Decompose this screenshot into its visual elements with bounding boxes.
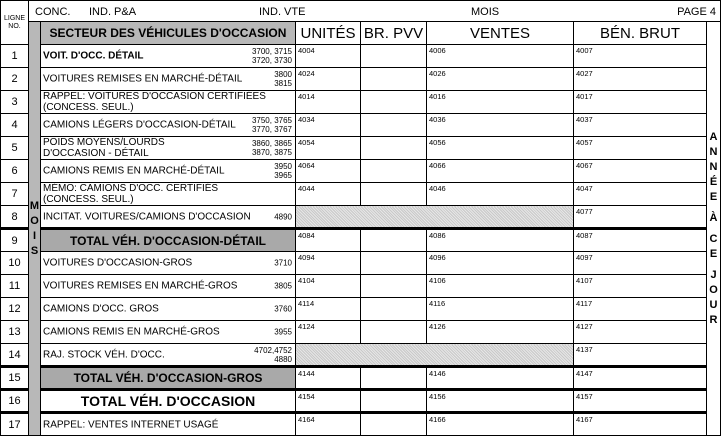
- ben-brut-code: 4167: [576, 415, 593, 424]
- ventes-code: 4056: [429, 138, 446, 147]
- annee-letter: U: [709, 298, 718, 311]
- line-number: 5: [1, 137, 29, 160]
- unites-cell[interactable]: [296, 275, 361, 298]
- ventes-cell[interactable]: [427, 114, 574, 137]
- table-row: [1, 91, 721, 114]
- unites-code: 4024: [298, 69, 315, 78]
- ventes-code: 4006: [429, 46, 446, 55]
- table-row: [1, 114, 721, 137]
- ind-pa-label: IND. P&A: [89, 6, 137, 18]
- unites-code: 4014: [298, 92, 315, 101]
- page-label: PAGE 4: [677, 6, 717, 18]
- col-unites: UNITÉS: [296, 22, 361, 45]
- row-description: [41, 160, 296, 183]
- table-row: [1, 390, 721, 413]
- ventes-code: 4126: [429, 322, 446, 331]
- unites-cell[interactable]: [296, 390, 361, 413]
- ben-brut-code: 4137: [576, 345, 593, 354]
- ventes-code: 4096: [429, 253, 446, 262]
- shaded-cell: [296, 206, 574, 229]
- unites-code: 4094: [298, 253, 315, 262]
- row-description: TOTAL VÉH. D'OCCASION-DÉTAIL: [41, 229, 296, 252]
- ventes-cell[interactable]: [427, 275, 574, 298]
- ventes-code: 4086: [429, 231, 446, 240]
- row-label: RAPPEL: VOITURES D'OCCASION CERTIFIÉES (CONCESS. SEUL.): [43, 91, 266, 113]
- account-codes: 4890: [274, 212, 292, 221]
- row-description: [41, 252, 296, 275]
- annee-letter: C: [709, 232, 718, 245]
- line-number: 12: [1, 298, 29, 321]
- ventes-code: 4026: [429, 69, 446, 78]
- unites-code: 4124: [298, 322, 315, 331]
- br-pvv-cell[interactable]: [361, 275, 427, 298]
- ben-brut-code: 4097: [576, 253, 593, 262]
- ben-brut-code: 4037: [576, 115, 593, 124]
- row-description: [41, 91, 296, 114]
- table-row: [1, 45, 721, 68]
- row-label: CAMIONS D'OCC. GROS: [43, 303, 159, 315]
- ventes-code: 4146: [429, 369, 446, 378]
- unites-cell[interactable]: [296, 68, 361, 91]
- br-pvv-cell[interactable]: [361, 114, 427, 137]
- unites-cell[interactable]: [296, 91, 361, 114]
- br-pvv-cell[interactable]: [361, 390, 427, 413]
- ventes-cell[interactable]: [427, 229, 574, 252]
- mois-letter: M: [29, 199, 40, 212]
- row-label: CAMIONS REMIS EN MARCHÉ-GROS: [43, 326, 220, 338]
- ben-brut-code: 4087: [576, 231, 593, 240]
- br-pvv-cell[interactable]: [361, 252, 427, 275]
- table-row: [1, 298, 721, 321]
- row-description: [41, 137, 296, 160]
- row-description: [41, 68, 296, 91]
- unites-code: 4164: [298, 415, 315, 424]
- unites-cell[interactable]: [296, 45, 361, 68]
- table-row: [1, 183, 721, 206]
- line-number: 16: [1, 390, 29, 413]
- unites-cell[interactable]: [296, 160, 361, 183]
- ben-brut-cell[interactable]: [574, 275, 707, 298]
- ben-brut-cell[interactable]: [574, 206, 707, 229]
- ventes-cell[interactable]: [427, 160, 574, 183]
- annee-letter: E: [709, 247, 718, 260]
- table-row: [1, 137, 721, 160]
- ventes-cell[interactable]: [427, 91, 574, 114]
- br-pvv-cell[interactable]: [361, 229, 427, 252]
- br-pvv-cell[interactable]: [361, 45, 427, 68]
- line-number: 6: [1, 160, 29, 183]
- table-row: [1, 68, 721, 91]
- ventes-cell[interactable]: [427, 45, 574, 68]
- ben-brut-cell[interactable]: [574, 252, 707, 275]
- ben-brut-cell[interactable]: [574, 68, 707, 91]
- br-pvv-cell[interactable]: [361, 183, 427, 206]
- unites-code: 4104: [298, 276, 315, 285]
- account-codes: 3800 3815: [274, 70, 292, 88]
- mois-letter: I: [32, 229, 37, 242]
- row-description: [41, 275, 296, 298]
- annee-letter: R: [709, 313, 718, 326]
- ventes-code: 4016: [429, 92, 446, 101]
- table-row: [1, 160, 721, 183]
- unites-cell[interactable]: [296, 413, 361, 436]
- top-bar: [29, 1, 721, 22]
- ventes-code: 4106: [429, 276, 446, 285]
- account-codes: 3955: [274, 327, 292, 337]
- row-label: CAMIONS LÉGERS D'OCCASION-DÉTAIL: [43, 119, 236, 131]
- ventes-cell[interactable]: [427, 183, 574, 206]
- account-codes: 4702,4752 4880: [254, 345, 292, 364]
- line-number: 10: [1, 252, 29, 275]
- ligne-no-header: [1, 1, 29, 45]
- ben-brut-cell[interactable]: [574, 91, 707, 114]
- ventes-cell[interactable]: [427, 137, 574, 160]
- ben-brut-cell[interactable]: [574, 45, 707, 68]
- account-codes: 3860, 3865 3870, 3875: [251, 139, 292, 157]
- col-ventes: VENTES: [427, 22, 574, 45]
- ventes-cell[interactable]: [427, 68, 574, 91]
- row-description: [41, 114, 296, 137]
- row-description: [41, 45, 296, 68]
- br-pvv-cell[interactable]: [361, 68, 427, 91]
- ventes-cell[interactable]: [427, 321, 574, 344]
- ventes-code: 4166: [429, 415, 446, 424]
- account-codes: 3710: [274, 258, 292, 268]
- row-label: VOITURES REMISES EN MARCHÉ-DÉTAIL: [43, 73, 243, 85]
- ben-brut-cell[interactable]: [574, 160, 707, 183]
- row-label: RAPPEL: VENTES INTERNET USAGÉ: [43, 419, 219, 430]
- ben-brut-cell[interactable]: [574, 298, 707, 321]
- line-number: 17: [1, 413, 29, 436]
- table-row: [1, 252, 721, 275]
- mois-label: MOIS: [471, 6, 500, 18]
- account-codes: 3700, 3715 3720, 3730: [251, 47, 292, 65]
- row-description: [41, 206, 296, 229]
- unites-code: 4064: [298, 161, 315, 170]
- row-label: POIDS MOYENS/LOURDS D'OCCASION - DÉTAIL: [43, 137, 165, 159]
- unites-cell[interactable]: [296, 137, 361, 160]
- ben-brut-cell[interactable]: [574, 413, 707, 436]
- mois-letter: O: [30, 214, 39, 227]
- ligne-label: LIGNE: [3, 14, 25, 22]
- annee-letter: N: [709, 145, 718, 158]
- row-label: CAMIONS REMIS EN MARCHÉ-DÉTAIL: [43, 165, 225, 177]
- row-description: [41, 298, 296, 321]
- ventes-cell[interactable]: [427, 252, 574, 275]
- unites-code: 4054: [298, 138, 315, 147]
- account-codes: 3950 3965: [274, 162, 292, 180]
- ben-brut-code: 4107: [576, 276, 593, 285]
- ben-brut-cell[interactable]: [574, 229, 707, 252]
- mois-letter: S: [30, 244, 39, 257]
- ben-brut-code: 4047: [576, 184, 593, 193]
- unites-cell[interactable]: [296, 298, 361, 321]
- row-description: [41, 183, 296, 206]
- line-number: 11: [1, 275, 29, 298]
- table-row: [1, 229, 721, 252]
- ben-brut-cell[interactable]: [574, 321, 707, 344]
- ben-brut-code: 4007: [576, 46, 593, 55]
- ben-brut-cell[interactable]: [574, 390, 707, 413]
- unites-code: 4034: [298, 115, 315, 124]
- unites-cell[interactable]: [296, 367, 361, 390]
- line-number: 15: [1, 367, 29, 390]
- unites-code: 4144: [298, 369, 315, 378]
- unites-code: 4044: [298, 184, 315, 193]
- annee-letter: À: [709, 211, 718, 224]
- line-number: 3: [1, 91, 29, 114]
- table-row: [1, 367, 721, 390]
- account-codes: 3760: [274, 304, 292, 314]
- ben-brut-code: 4127: [576, 322, 593, 331]
- row-label: MÉMO: CAMIONS D'OCC. CERTIFIÉS (CONCESS. SEUL.): [43, 183, 219, 205]
- ventes-cell[interactable]: [427, 390, 574, 413]
- row-label: VOITURES REMISES EN MARCHÉ-GROS: [43, 280, 238, 292]
- table-row: [1, 321, 721, 344]
- unites-code: 4154: [298, 392, 315, 401]
- shaded-cell: [296, 344, 574, 367]
- unites-cell[interactable]: [296, 114, 361, 137]
- br-pvv-cell[interactable]: [361, 137, 427, 160]
- br-pvv-cell[interactable]: [361, 321, 427, 344]
- ben-brut-code: 4147: [576, 369, 593, 378]
- col-secteur: SECTEUR DES VÉHICULES D'OCCASION: [41, 22, 296, 45]
- annee-letter: N: [709, 160, 718, 173]
- no-label: NO.: [8, 22, 21, 30]
- annee-letter: A: [709, 130, 718, 143]
- row-label: VOIT. D'OCC. DÉTAIL: [43, 50, 144, 62]
- line-number: 4: [1, 114, 29, 137]
- col-br-pvv: BR. PVV: [361, 22, 427, 45]
- table-row: [1, 413, 721, 436]
- ben-brut-code: 4017: [576, 92, 593, 101]
- line-number: 14: [1, 344, 29, 367]
- row-label: RAJ. STOCK VÉH. D'OCC.: [43, 349, 165, 360]
- annee-letter: E: [709, 190, 718, 203]
- ben-brut-code: 4057: [576, 138, 593, 147]
- br-pvv-cell[interactable]: [361, 413, 427, 436]
- line-number: 13: [1, 321, 29, 344]
- line-number: 9: [1, 229, 29, 252]
- ben-brut-code: 4117: [576, 299, 593, 308]
- ventes-code: 4036: [429, 115, 446, 124]
- ben-brut-cell[interactable]: [574, 367, 707, 390]
- annee-letter: O: [709, 283, 718, 296]
- row-label: INCITAT. VOITURES/CAMIONS D'OCCASION: [43, 211, 251, 222]
- unites-code: 4004: [298, 46, 315, 55]
- ben-brut-cell[interactable]: [574, 137, 707, 160]
- account-codes: 3805: [274, 281, 292, 291]
- unites-cell[interactable]: [296, 229, 361, 252]
- ventes-code: 4046: [429, 184, 446, 193]
- annee-letter: É: [709, 175, 718, 188]
- ben-brut-code: 4077: [576, 207, 593, 216]
- table-row: [1, 206, 721, 229]
- row-description: TOTAL VÉH. D'OCCASION: [41, 390, 296, 413]
- table-row: [1, 275, 721, 298]
- ben-brut-cell[interactable]: [574, 183, 707, 206]
- row-description: [41, 321, 296, 344]
- conc-label: CONC.: [35, 6, 71, 18]
- br-pvv-cell[interactable]: [361, 367, 427, 390]
- row-description: [41, 344, 296, 367]
- ben-brut-code: 4067: [576, 161, 593, 170]
- unites-cell[interactable]: [296, 321, 361, 344]
- table-row: [1, 344, 721, 367]
- row-description: [41, 413, 296, 436]
- ventes-cell[interactable]: [427, 413, 574, 436]
- ben-brut-code: 4027: [576, 69, 593, 78]
- ventes-code: 4116: [429, 299, 446, 308]
- mois-side-strip: [29, 22, 41, 436]
- line-number: 1: [1, 45, 29, 68]
- line-number: 7: [1, 183, 29, 206]
- unites-code: 4084: [298, 231, 315, 240]
- line-number: 8: [1, 206, 29, 229]
- unites-code: 4114: [298, 299, 315, 308]
- br-pvv-cell[interactable]: [361, 91, 427, 114]
- ventes-code: 4066: [429, 161, 446, 170]
- col-ben-brut: BÉN. BRUT: [574, 22, 707, 45]
- line-number: 2: [1, 68, 29, 91]
- unites-cell[interactable]: [296, 183, 361, 206]
- br-pvv-cell[interactable]: [361, 298, 427, 321]
- ben-brut-cell[interactable]: [574, 114, 707, 137]
- br-pvv-cell[interactable]: [361, 160, 427, 183]
- unites-cell[interactable]: [296, 252, 361, 275]
- ben-brut-cell[interactable]: [574, 344, 707, 367]
- row-description: TOTAL VÉH. D'OCCASION-GROS: [41, 367, 296, 390]
- row-label: VOITURES D'OCCASION-GROS: [43, 257, 193, 269]
- ventes-cell[interactable]: [427, 298, 574, 321]
- account-codes: 3750, 3765 3770, 3767: [251, 116, 292, 134]
- ventes-code: 4156: [429, 392, 446, 401]
- annee-letter: J: [710, 268, 717, 281]
- ventes-cell[interactable]: [427, 367, 574, 390]
- ind-vte-label: IND. VTE: [259, 6, 306, 18]
- ben-brut-code: 4157: [576, 392, 593, 401]
- annee-a-ce-jour-strip: [707, 22, 721, 436]
